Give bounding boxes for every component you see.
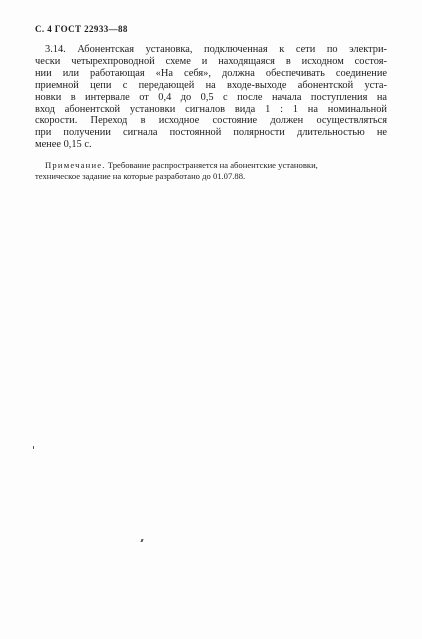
clause-line: 3.14. Абонентская установка, подключенная к сети по электри- <box>45 44 387 55</box>
clause-line: чески четырехпроводной схеме и находящаяся в исходном состоя- <box>35 55 387 67</box>
note-label: Примечание. <box>45 160 106 170</box>
clause-line: нии или работающая «На себя», должна обеспечивать соединение <box>35 67 387 79</box>
note-block <box>35 160 387 182</box>
scan-speck <box>33 446 34 449</box>
note-line <box>35 160 387 171</box>
clause-line: скорости. Переход в исходное состояние должен осуществляться <box>35 115 387 127</box>
clause-line: при получении сигнала постоянной полярности длительностью не <box>35 127 387 139</box>
note-text: Требование распространяется на абонентские установки, <box>107 160 318 170</box>
scan-speck <box>140 539 143 542</box>
clause-line: приемной цепи с передающей на входе-выходе абонентской уста- <box>35 79 387 91</box>
clause-line: вход абонентской установки сигналов вида 1 : 1 на номинальной <box>35 103 387 115</box>
clause-3-14 <box>35 44 387 151</box>
page-header: С. 4 ГОСТ 22933—88 <box>35 24 128 34</box>
clause-line: новки в интервале от 0,4 до 0,5 с после начала поступления на <box>35 91 387 103</box>
note-line: техническое задание на которые разработано до 01.07.88. <box>35 171 246 181</box>
clause-line: менее 0,15 с. <box>35 139 92 151</box>
